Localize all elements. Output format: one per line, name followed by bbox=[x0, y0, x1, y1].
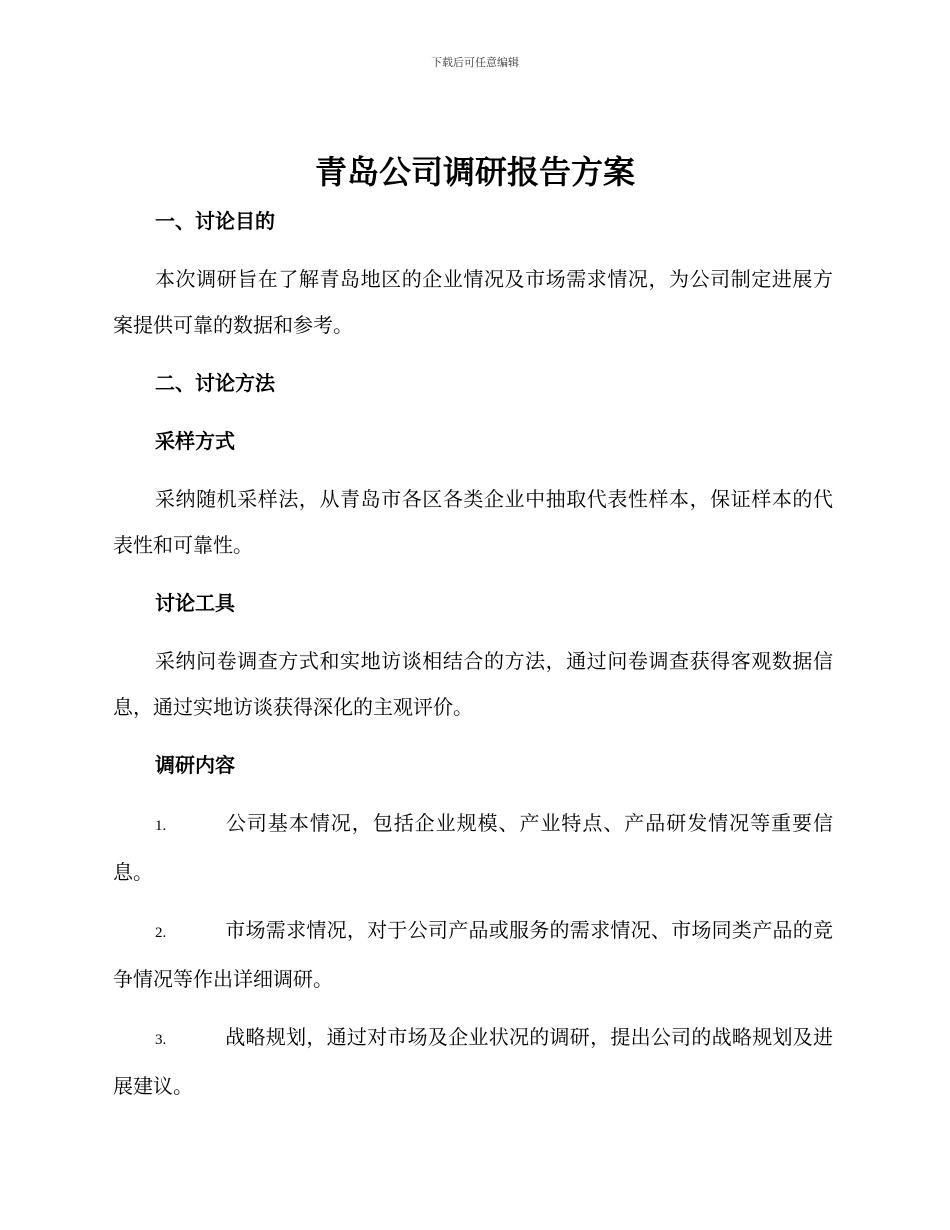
list-item-text: 战略规划，通过对市场及企业状况的调研，提出公司的战略规划及进展建议。 bbox=[113, 1025, 833, 1098]
section-heading-purpose: 一、讨论目的 bbox=[155, 209, 275, 233]
sampling-paragraph: 采纳随机采样法，从青岛市各区各类企业中抽取代表性样本，保证样本的代表性和可靠性。 bbox=[113, 487, 833, 557]
subheading-content: 调研内容 bbox=[155, 753, 235, 777]
list-item bbox=[113, 800, 833, 895]
list-item bbox=[113, 1014, 833, 1109]
purpose-paragraph: 本次调研旨在了解青岛地区的企业情况及市场需求情况，为公司制定进展方案提供可靠的数据和参考。 bbox=[113, 267, 833, 337]
page-header-note: 下载后可任意编辑 bbox=[431, 56, 519, 69]
list-item-text: 市场需求情况，对于公司产品或服务的需求情况、市场同类产品的竞争情况等作出详细调研。 bbox=[113, 918, 833, 991]
subheading-sampling: 采样方式 bbox=[155, 429, 235, 453]
list-item-text: 公司基本情况，包括企业规模、产业特点、产品研发情况等重要信息。 bbox=[113, 811, 833, 884]
tools-paragraph: 采纳问卷调查方式和实地访谈相结合的方法，通过问卷调查获得客观数据信息，通过实地访谈获得深化的主观评价。 bbox=[113, 649, 833, 719]
document-title: 青岛公司调研报告方案 bbox=[314, 153, 635, 191]
list-item-number: 2. bbox=[155, 925, 167, 941]
document-body bbox=[113, 198, 833, 1121]
list-item bbox=[113, 907, 833, 1002]
list-item-number: 1. bbox=[155, 818, 167, 834]
section-heading-method: 二、讨论方法 bbox=[155, 371, 275, 395]
list-item-number: 3. bbox=[155, 1032, 167, 1048]
subheading-tools: 讨论工具 bbox=[155, 591, 235, 615]
